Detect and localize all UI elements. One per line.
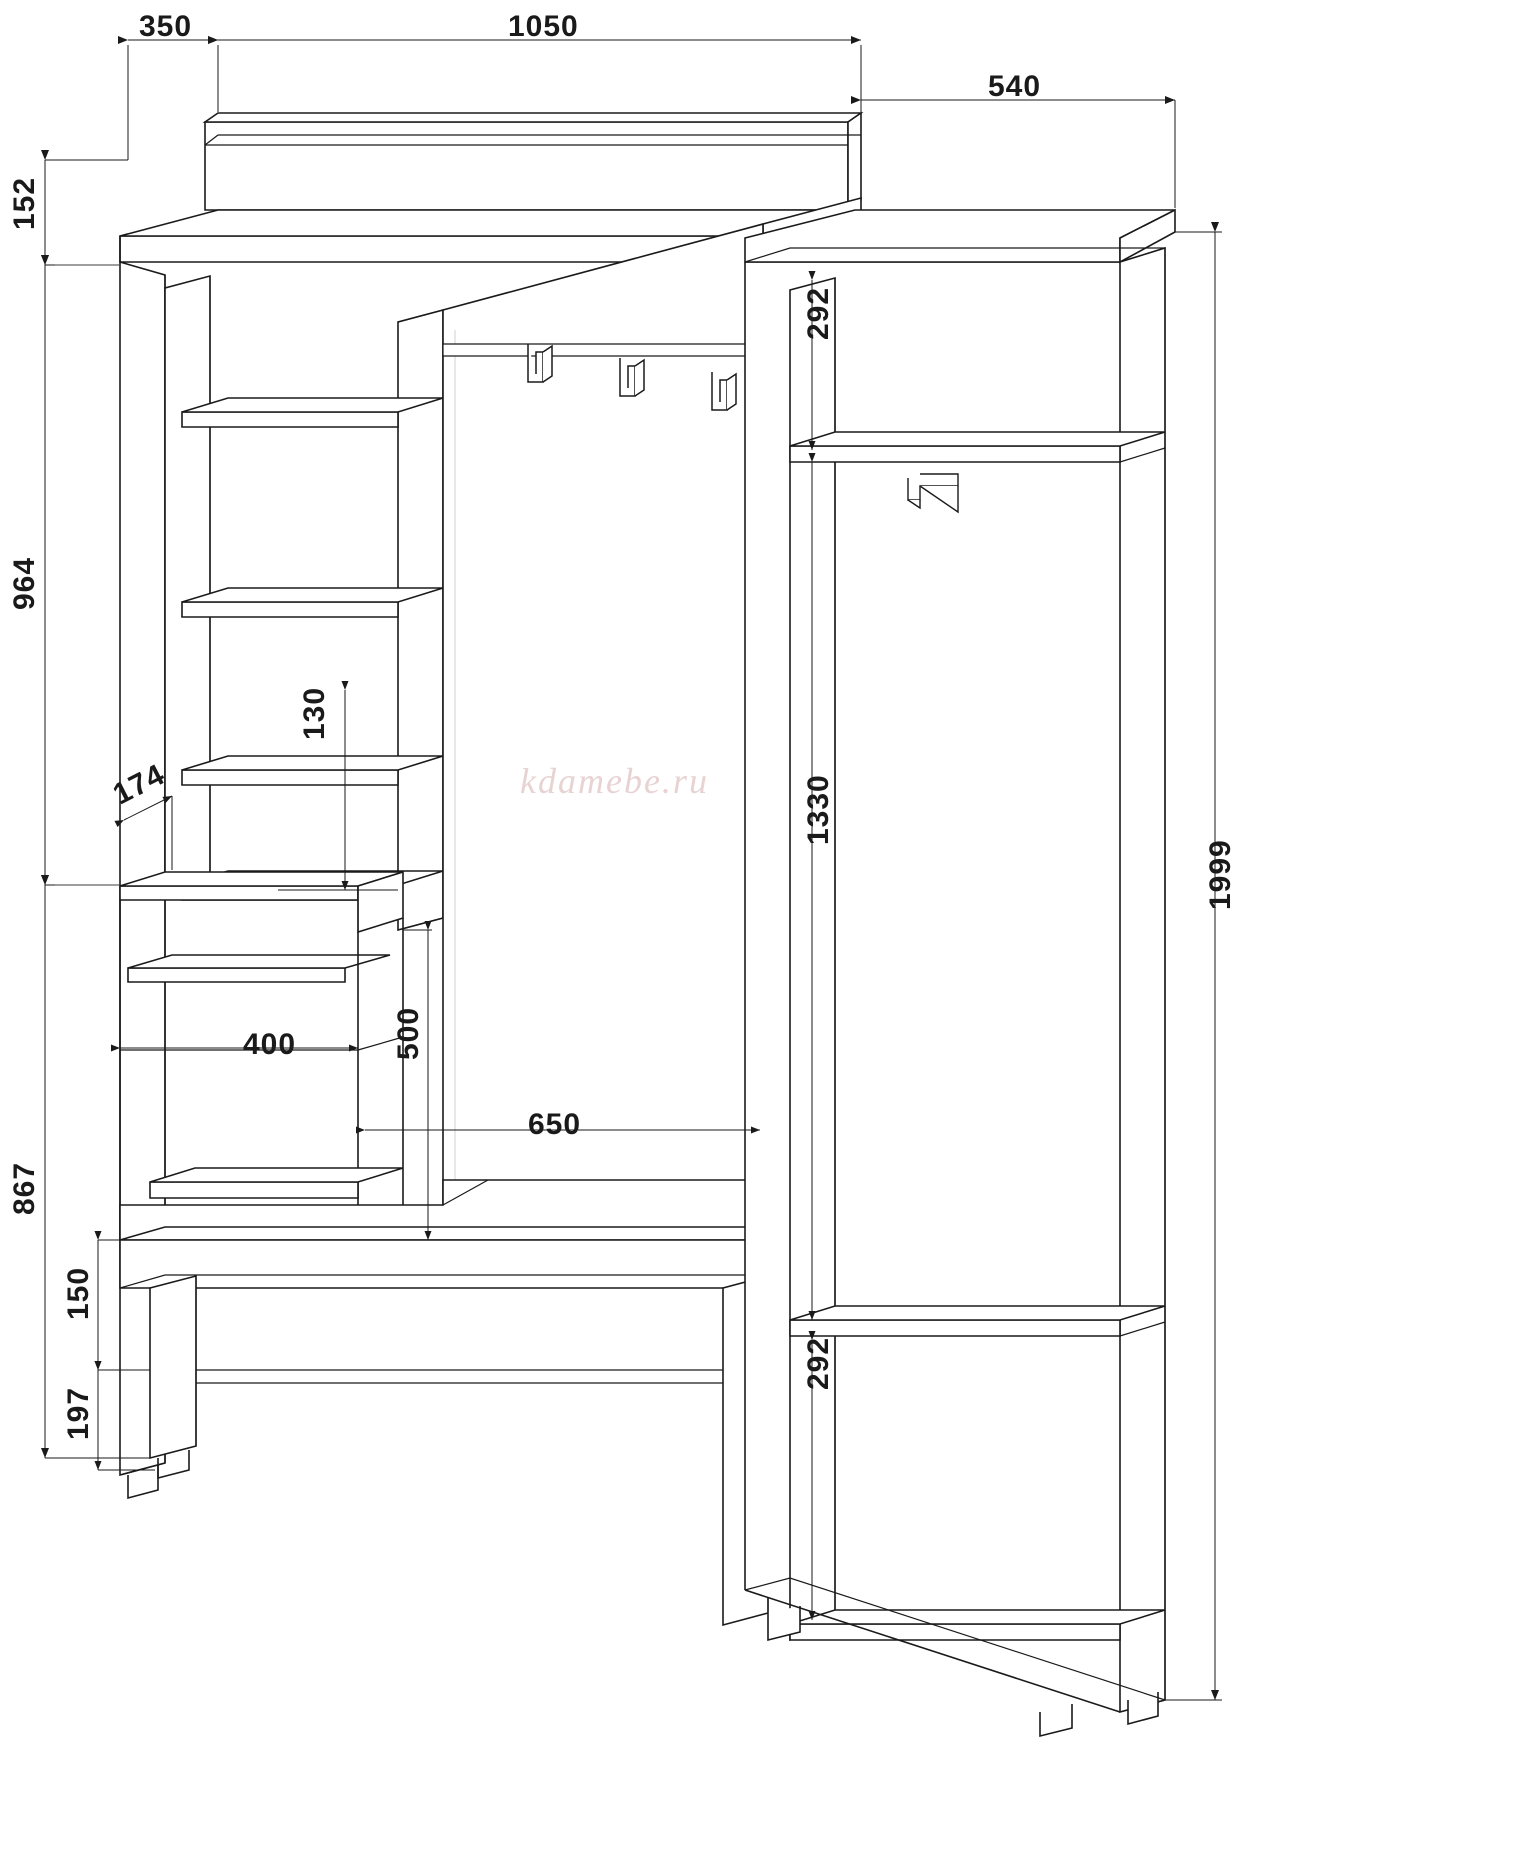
dimension-label-400: 400 bbox=[243, 1028, 297, 1061]
dimension-label-292-bottom: 292 bbox=[802, 1336, 835, 1390]
dimension-label-540: 540 bbox=[988, 70, 1042, 103]
dimension-label-197: 197 bbox=[62, 1386, 95, 1440]
dimension-label-964: 964 bbox=[8, 556, 41, 610]
dimension-label-500: 500 bbox=[392, 1006, 425, 1060]
cabinet-geometry bbox=[120, 113, 1175, 1736]
dimension-label-350: 350 bbox=[139, 10, 193, 43]
dimension-label-292-top: 292 bbox=[802, 286, 835, 340]
watermark: kdamebe.ru bbox=[520, 761, 709, 801]
dimension-label-867: 867 bbox=[8, 1161, 41, 1215]
dimension-label-152: 152 bbox=[8, 176, 41, 230]
dimension-label-174: 174 bbox=[108, 757, 171, 812]
dimension-label-130: 130 bbox=[298, 686, 331, 740]
dimension-label-1999: 1999 bbox=[1204, 839, 1237, 910]
dimension-label-650: 650 bbox=[528, 1108, 582, 1141]
dimension-label-1330: 1330 bbox=[802, 774, 835, 845]
dimension-label-1050: 1050 bbox=[508, 10, 579, 43]
dimension-label-150: 150 bbox=[62, 1266, 95, 1320]
